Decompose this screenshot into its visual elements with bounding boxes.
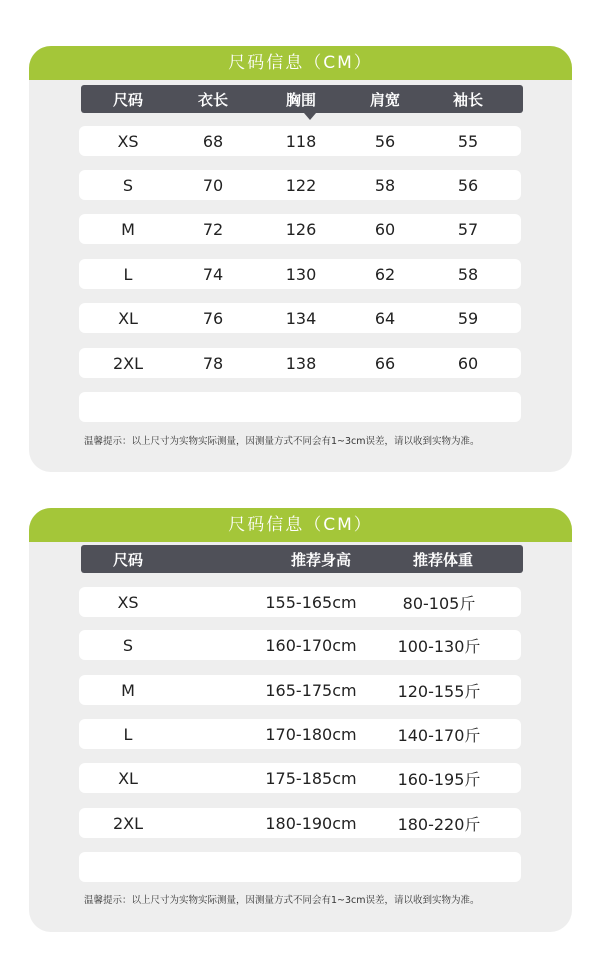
cell-height: 180-190cm bbox=[265, 813, 357, 833]
cell-shoulder: 62 bbox=[374, 264, 396, 284]
cell-height: 175-185cm bbox=[265, 768, 357, 788]
cell-size: XS bbox=[117, 592, 139, 612]
cell-size: XS bbox=[117, 131, 139, 151]
cell-sleeve: 58 bbox=[457, 264, 479, 284]
cell-shoulder: 66 bbox=[374, 353, 396, 373]
recommend-chart-header bbox=[81, 545, 523, 573]
cell-length: 76 bbox=[202, 308, 224, 328]
size-chart-title: 尺码信息（CM） bbox=[29, 46, 572, 80]
header-size: 尺码 bbox=[112, 550, 143, 569]
cell-size: XL bbox=[118, 768, 138, 788]
size-chart-card bbox=[29, 46, 572, 472]
cell-height: 165-175cm bbox=[265, 680, 357, 700]
cell-shoulder: 60 bbox=[374, 219, 396, 239]
cell-length: 70 bbox=[202, 175, 224, 195]
cell-size: 2XL bbox=[112, 353, 144, 373]
cell-size: M bbox=[121, 680, 135, 700]
table-row bbox=[79, 808, 521, 838]
cell-size: L bbox=[123, 264, 133, 284]
recommend-chart-title: 尺码信息（CM） bbox=[29, 508, 572, 542]
recommend-chart-card bbox=[29, 508, 572, 932]
cell-height: 155-165cm bbox=[265, 592, 357, 612]
cell-shoulder: 56 bbox=[374, 131, 396, 151]
cell-weight: 100-130斤 bbox=[397, 636, 481, 656]
table-row bbox=[79, 763, 521, 793]
recommend-note: 温馨提示：以上尺寸为实物实际测量，因测量方式不同会有1~3cm误差，请以收到实物为准。 bbox=[84, 895, 480, 906]
cell-shoulder: 64 bbox=[374, 308, 396, 328]
cell-weight: 80-105斤 bbox=[402, 593, 476, 613]
cell-chest: 118 bbox=[285, 131, 317, 151]
header-shoulder: 肩宽 bbox=[369, 90, 400, 109]
cell-height: 160-170cm bbox=[265, 635, 357, 655]
cell-chest: 138 bbox=[285, 353, 317, 373]
size-chart-header bbox=[81, 85, 523, 113]
cell-sleeve: 55 bbox=[457, 131, 479, 151]
table-row bbox=[79, 303, 521, 333]
cell-length: 74 bbox=[202, 264, 224, 284]
cell-length: 72 bbox=[202, 219, 224, 239]
header-chest: 胸围 bbox=[285, 90, 316, 109]
header-weight: 推荐体重 bbox=[412, 550, 473, 569]
cell-shoulder: 58 bbox=[374, 175, 396, 195]
cell-weight: 160-195斤 bbox=[397, 769, 481, 789]
table-row bbox=[79, 630, 521, 660]
header-sleeve: 袖长 bbox=[452, 90, 483, 109]
table-row bbox=[79, 170, 521, 200]
cell-length: 78 bbox=[202, 353, 224, 373]
cell-sleeve: 59 bbox=[457, 308, 479, 328]
cell-size: S bbox=[122, 635, 134, 655]
cell-size: L bbox=[123, 724, 133, 744]
cell-length: 68 bbox=[202, 131, 224, 151]
size-note: 温馨提示：以上尺寸为实物实际测量，因测量方式不同会有1~3cm误差，请以收到实物为准。 bbox=[84, 436, 480, 447]
cell-sleeve: 60 bbox=[457, 353, 479, 373]
cell-weight: 140-170斤 bbox=[397, 725, 481, 745]
empty-row bbox=[79, 392, 521, 422]
cell-chest: 126 bbox=[285, 219, 317, 239]
table-row bbox=[79, 348, 521, 378]
table-row bbox=[79, 126, 521, 156]
table-row bbox=[79, 719, 521, 749]
cell-sleeve: 56 bbox=[457, 175, 479, 195]
cell-size: M bbox=[121, 219, 135, 239]
cell-chest: 134 bbox=[285, 308, 317, 328]
cell-size: 2XL bbox=[112, 813, 144, 833]
empty-row bbox=[79, 852, 521, 882]
cell-height: 170-180cm bbox=[265, 724, 357, 744]
table-row bbox=[79, 259, 521, 289]
cell-weight: 120-155斤 bbox=[397, 681, 481, 701]
table-row bbox=[79, 214, 521, 244]
cell-chest: 122 bbox=[285, 175, 317, 195]
table-row bbox=[79, 587, 521, 617]
header-length: 衣长 bbox=[197, 90, 228, 109]
cell-size: XL bbox=[118, 308, 138, 328]
cell-sleeve: 57 bbox=[457, 219, 479, 239]
cell-weight: 180-220斤 bbox=[397, 814, 481, 834]
cell-chest: 130 bbox=[285, 264, 317, 284]
header-height: 推荐身高 bbox=[290, 550, 351, 569]
header-size: 尺码 bbox=[112, 90, 143, 109]
table-row bbox=[79, 675, 521, 705]
header-pointer bbox=[304, 113, 316, 120]
cell-size: S bbox=[122, 175, 134, 195]
